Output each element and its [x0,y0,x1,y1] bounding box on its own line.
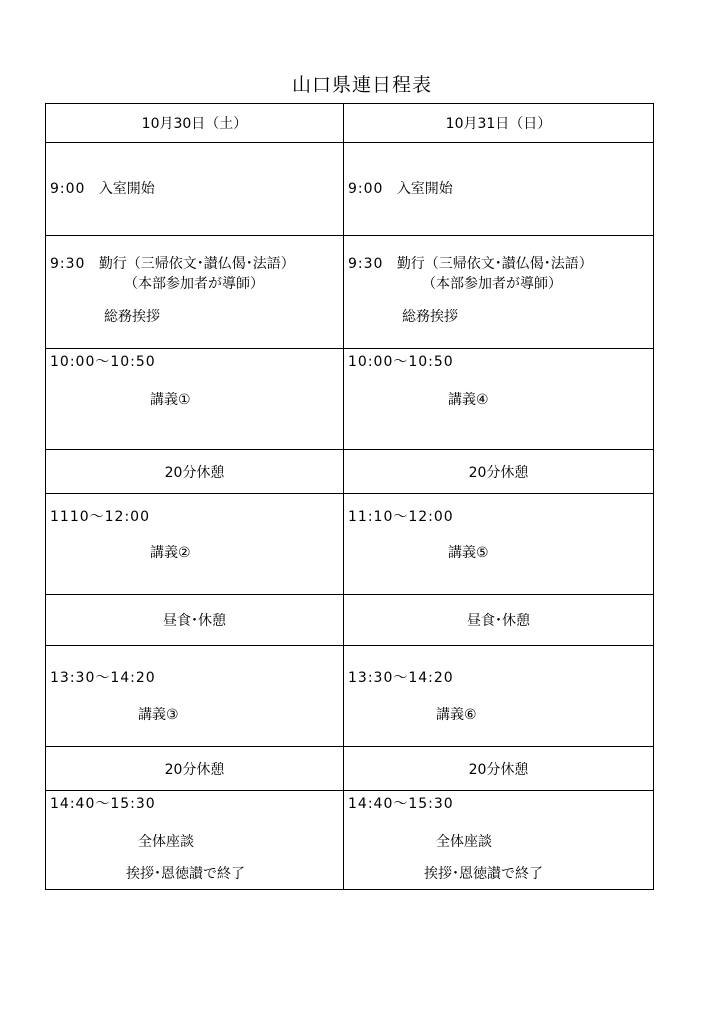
entry-line [344,179,653,199]
gongyo-time: 9:30 [50,256,86,272]
gongyo-label: 勤行（三帰依文･讃仏偈･法語） [98,256,295,272]
session-3-cell-sat [46,646,344,747]
session-3-row [46,646,654,747]
break-2-cell-sat: 20分休憩 [46,747,344,791]
session-2-row [46,494,654,595]
gongyo-row [46,236,654,349]
session-label: 講義⑥ [436,707,477,723]
session-label: 全体座談 [436,834,492,850]
closing-label: 挨拶･恩徳讃で終了 [424,866,543,882]
break-2-cell-sun: 20分休憩 [344,747,654,791]
session-time: 1110～12:00 [50,509,150,525]
greeting-label: 総務挨拶 [402,309,458,325]
session-label: 講義④ [448,392,489,408]
session-1-cell-sun [344,349,654,450]
page-title: 山口県連日程表 [291,74,432,96]
gongyo-cell-sun [344,236,654,349]
entry-cell-sun [344,143,654,236]
gongyo-note: （本部参加者が導師） [124,276,264,292]
session-time: 13:30～14:20 [348,670,454,686]
entry-time: 9:00 [50,181,86,197]
session-label: 講義③ [138,707,179,723]
session-4-cell-sun [344,791,654,890]
session-3-cell-sun [344,646,654,747]
gongyo-time: 9:30 [348,256,384,272]
session-time: 14:40～15:30 [348,796,454,812]
entry-row [46,143,654,236]
greeting-label: 総務挨拶 [104,309,160,325]
session-time: 10:00～10:50 [50,354,156,370]
session-label: 講義① [150,392,191,408]
schedule-table [45,103,654,890]
session-time: 13:30～14:20 [50,670,156,686]
gongyo-label: 勤行（三帰依文･讃仏偈･法語） [396,256,593,272]
session-label: 講義② [150,545,191,561]
session-1-cell-sat [46,349,344,450]
session-label: 講義⑤ [448,545,489,561]
gongyo-note: （本部参加者が導師） [422,276,562,292]
entry-label: 入室開始 [396,181,453,197]
session-time: 10:00～10:50 [348,354,454,370]
break-2-row [46,747,654,791]
lunch-cell-sun: 昼食･休憩 [344,595,654,646]
gongyo-cell-sat [46,236,344,349]
session-2-cell-sun [344,494,654,595]
entry-time: 9:00 [348,181,384,197]
gongyo-line [344,254,653,274]
entry-label: 入室開始 [98,181,155,197]
lunch-row [46,595,654,646]
entry-line [46,179,343,199]
gongyo-line [46,254,343,274]
closing-label: 挨拶･恩徳讃で終了 [126,866,245,882]
session-4-row [46,791,654,890]
session-4-cell-sat [46,791,344,890]
session-2-cell-sat [46,494,344,595]
header-row [46,104,654,143]
session-time: 14:40～15:30 [50,796,156,812]
session-label: 全体座談 [138,834,194,850]
break-1-row [46,450,654,494]
session-time: 11:10～12:00 [348,509,454,525]
day-header-sun: 10月31日（日） [344,104,654,143]
day-header-sat: 10月30日（土） [46,104,344,143]
session-1-row [46,349,654,450]
break-1-cell-sun: 20分休憩 [344,450,654,494]
lunch-cell-sat: 昼食･休憩 [46,595,344,646]
break-1-cell-sat: 20分休憩 [46,450,344,494]
entry-cell-sat [46,143,344,236]
